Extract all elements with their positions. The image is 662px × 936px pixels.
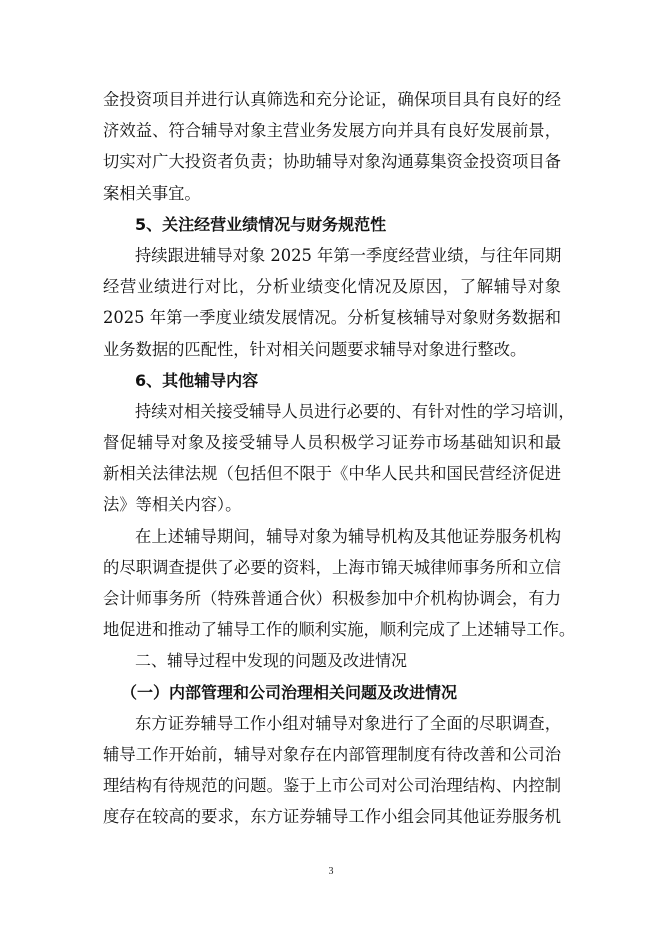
paragraph-line: 持续跟进辅导对象 2025 年第一季度经营业绩，与往年同期	[135, 245, 562, 265]
paragraph-line: 金投资项目并进行认真筛选和充分论证，确保项目具有良好的经	[103, 90, 561, 109]
page-number: 3	[328, 866, 334, 877]
paragraph-line: 东方证券辅导工作小组对辅导对象进行了全面的尽职调查，	[135, 713, 561, 733]
paragraph-line: 辅导工作开始前，辅导对象存在内部管理制度有待改善和公司治	[103, 744, 561, 764]
paragraph-line: 济效益、符合辅导对象主营业务发展方向并具有良好发展前景，	[103, 121, 561, 141]
paragraph-line: 在上述辅导期间，辅导对象为辅导机构及其他证券服务机构	[135, 526, 561, 546]
paragraph-line: 持续对相关接受辅导人员进行必要的、有针对性的学习培训，	[135, 401, 575, 421]
document-body	[103, 84, 576, 833]
paragraph-line: 法》等相关内容）。	[103, 495, 242, 515]
paragraph-line: 切实对广大投资者负责；协助辅导对象沟通募集资金投资项目备	[103, 152, 561, 172]
paragraph-line: 督促辅导对象及接受辅导人员积极学习证券市场基础知识和最	[103, 433, 561, 453]
paragraph-line: 新相关法律法规（包括但不限于《中华人民共和国民营经济促进	[103, 464, 561, 484]
paragraph-line: 2025 年第一季度业绩发展情况。分析复核辅导对象财务数据和	[103, 308, 561, 328]
paragraph-line: 案相关事宜。	[103, 183, 201, 203]
paragraph-line: 度存在较高的要求，东方证券辅导工作小组会同其他证券服务机	[103, 807, 561, 827]
paragraph-line: 的尽职调查提供了必要的资料，上海市锦天城律师事务所和立信	[103, 557, 561, 577]
paragraph-line: 地促进和推动了辅导工作的顺利实施，顺利完成了上述辅导工作。	[103, 620, 576, 640]
paragraph-line: 会计师事务所（特殊普通合伙）积极参加中介机构协调会，有力	[103, 589, 561, 608]
paragraph-line: 经营业绩进行对比，分析业绩变化情况及原因，了解辅导对象	[103, 277, 561, 297]
paragraph-line: 理结构有待规范的问题。鉴于上市公司对公司治理结构、内控制	[103, 776, 561, 796]
subsection-heading-governance: （一）内部管理和公司治理相关问题及改进情况	[121, 682, 458, 702]
heading-business-performance: 5、关注经营业绩情况与财务规范性	[135, 214, 387, 234]
paragraph-line: 业务数据的匹配性，针对相关问题要求辅导对象进行整改。	[103, 339, 527, 359]
section-heading-problems: 二、辅导过程中发现的问题及改进情况	[135, 651, 408, 671]
heading-other-guidance: 6、其他辅导内容	[135, 370, 259, 390]
